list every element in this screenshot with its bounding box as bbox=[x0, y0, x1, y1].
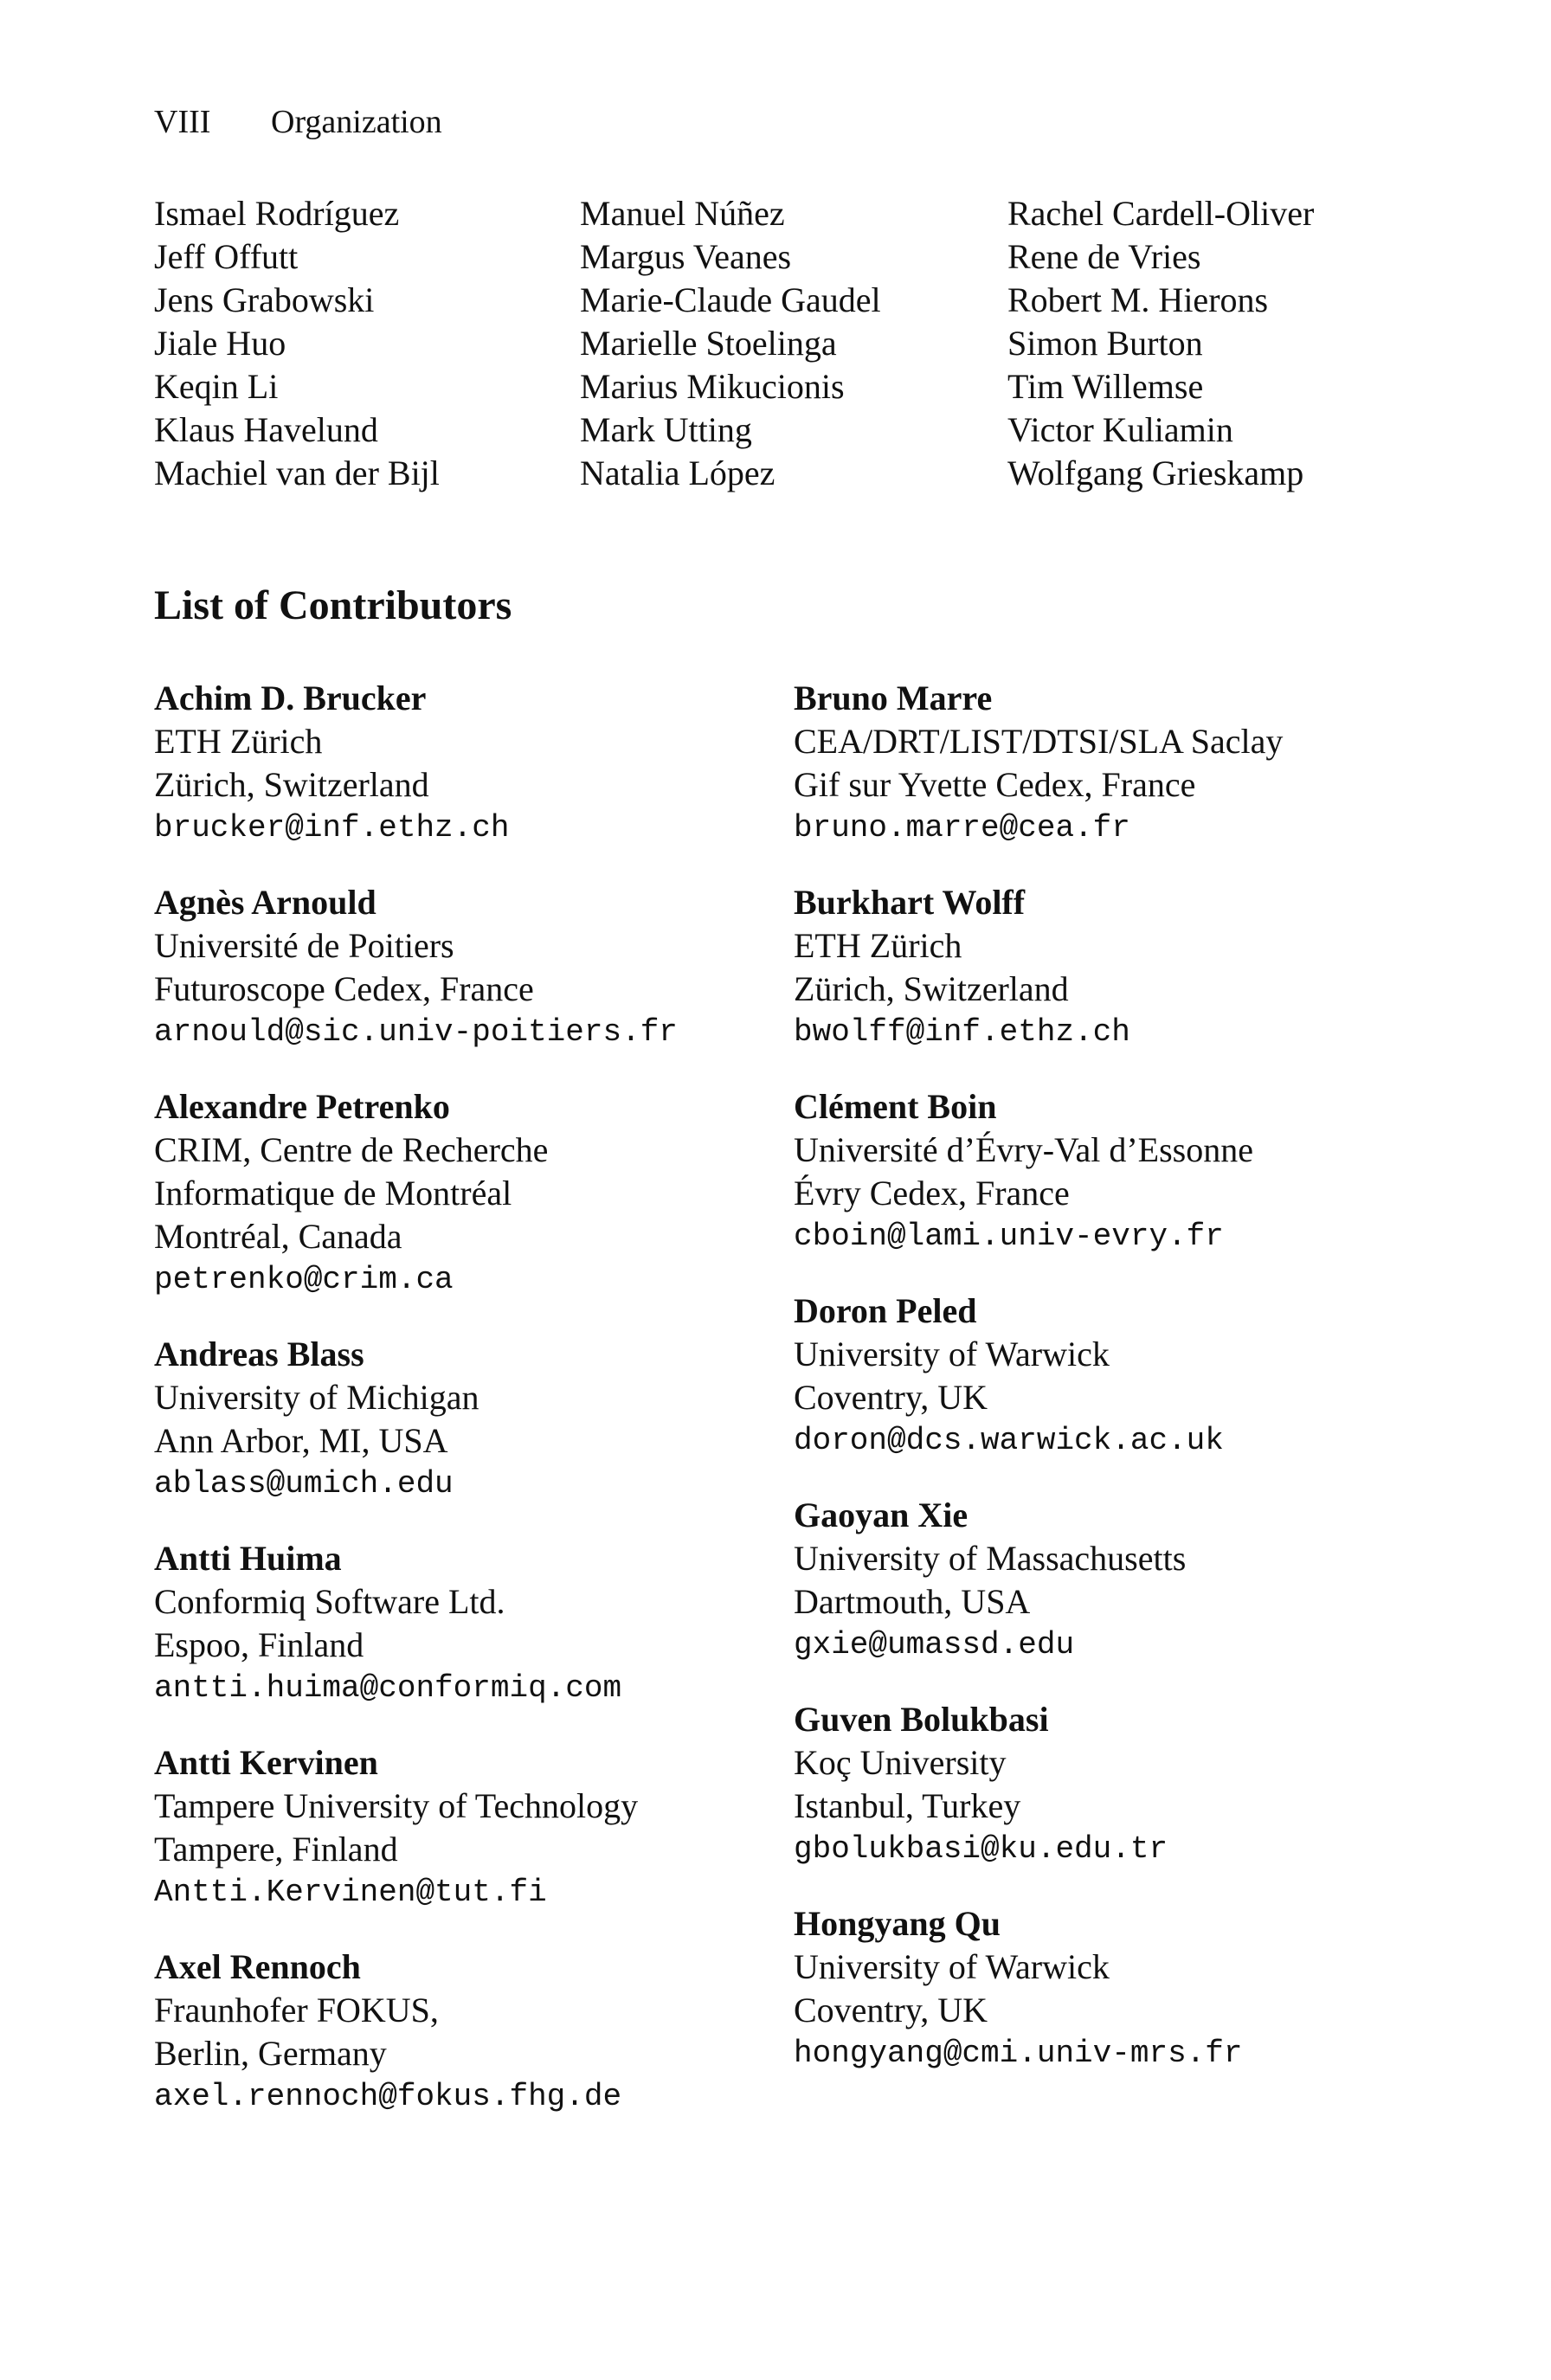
affiliation-line: Futuroscope Cedex, France bbox=[154, 969, 534, 1008]
reviewer-name: Klaus Havelund bbox=[154, 410, 378, 449]
reviewer-name: Keqin Li bbox=[154, 367, 279, 406]
contributor-entry bbox=[154, 1741, 812, 1914]
contributor-name: Guven Bolukbasi bbox=[794, 1700, 1049, 1739]
contributor-entry bbox=[794, 881, 1451, 1054]
contributor-email: petrenko@crim.ca bbox=[154, 1262, 454, 1297]
affiliation-line: Zürich, Switzerland bbox=[154, 765, 429, 804]
affiliation-line: Informatique de Montréal bbox=[154, 1174, 512, 1213]
reviewer-column-3 bbox=[1007, 192, 1314, 495]
affiliation-line: Conformiq Software Ltd. bbox=[154, 1582, 505, 1621]
affiliation-line: Évry Cedex, France bbox=[794, 1174, 1070, 1213]
affiliation-line: Montréal, Canada bbox=[154, 1217, 402, 1256]
affiliation-line: University of Warwick bbox=[794, 1947, 1110, 1986]
reviewer-name: Margus Veanes bbox=[580, 237, 792, 276]
contributor-name: Doron Peled bbox=[794, 1291, 977, 1330]
affiliation-line: ETH Zürich bbox=[794, 926, 962, 965]
contributor-entry bbox=[154, 1537, 812, 1710]
contributor-email: bwolff@inf.ethz.ch bbox=[794, 1014, 1130, 1050]
contributor-entry bbox=[154, 881, 812, 1054]
reviewer-name: Tim Willemse bbox=[1007, 367, 1204, 406]
contributor-email: gbolukbasi@ku.edu.tr bbox=[794, 1831, 1168, 1867]
reviewer-name: Natalia López bbox=[580, 453, 776, 492]
affiliation-line: Ann Arbor, MI, USA bbox=[154, 1421, 448, 1460]
contributor-name: Agnès Arnould bbox=[154, 883, 376, 922]
running-title: Organization bbox=[271, 104, 442, 140]
affiliation-line: Dartmouth, USA bbox=[794, 1582, 1031, 1621]
section-title: List of Contributors bbox=[154, 582, 512, 628]
affiliation-line: ETH Zürich bbox=[154, 722, 323, 761]
reviewer-name: Victor Kuliamin bbox=[1007, 410, 1233, 449]
affiliation-line: Gif sur Yvette Cedex, France bbox=[794, 765, 1196, 804]
affiliation-line: CRIM, Centre de Recherche bbox=[154, 1130, 549, 1169]
reviewer-name: Simon Burton bbox=[1007, 324, 1203, 363]
affiliation-line: Université de Poitiers bbox=[154, 926, 454, 965]
contributor-name: Antti Kervinen bbox=[154, 1743, 378, 1782]
contributor-name: Clément Boin bbox=[794, 1087, 997, 1126]
reviewer-name: Jens Grabowski bbox=[154, 280, 375, 319]
reviewer-name: Mark Utting bbox=[580, 410, 752, 449]
affiliation-line: Tampere University of Technology bbox=[154, 1786, 639, 1825]
reviewer-name: Rachel Cardell-Oliver bbox=[1007, 194, 1315, 233]
reviewer-name: Jiale Huo bbox=[154, 324, 286, 363]
affiliation-line: CEA/DRT/LIST/DTSI/SLA Saclay bbox=[794, 722, 1284, 761]
contributor-entry bbox=[794, 1494, 1451, 1667]
contributor-email: arnould@sic.univ-poitiers.fr bbox=[154, 1014, 678, 1050]
affiliation-line: Tampere, Finland bbox=[154, 1830, 398, 1869]
contributor-entry bbox=[154, 1333, 812, 1506]
contributor-email: gxie@umassd.edu bbox=[794, 1627, 1075, 1663]
affiliation-line: Berlin, Germany bbox=[154, 2034, 387, 2073]
contributor-name: Alexandre Petrenko bbox=[154, 1087, 450, 1126]
contributor-entry bbox=[794, 1290, 1451, 1463]
contributor-entry bbox=[154, 1946, 812, 2119]
page-number: VIII bbox=[154, 104, 211, 140]
contributor-entry bbox=[794, 1698, 1451, 1871]
contributor-entry bbox=[794, 1085, 1451, 1258]
contributor-entry bbox=[794, 677, 1451, 850]
affiliation-line: Istanbul, Turkey bbox=[794, 1786, 1021, 1825]
affiliation-line: Coventry, UK bbox=[794, 1991, 988, 2029]
contributor-name: Gaoyan Xie bbox=[794, 1496, 969, 1534]
reviewer-name: Jeff Offutt bbox=[154, 237, 299, 276]
contributor-email: cboin@lami.univ-evry.fr bbox=[794, 1219, 1224, 1254]
contributor-name: Andreas Blass bbox=[154, 1335, 364, 1373]
reviewer-name: Ismael Rodríguez bbox=[154, 194, 400, 233]
reviewer-column-1 bbox=[154, 192, 440, 495]
affiliation-line: Zürich, Switzerland bbox=[794, 969, 1069, 1008]
contributor-email: Antti.Kervinen@tut.fi bbox=[154, 1875, 547, 1910]
contributor-email: antti.huima@conformiq.com bbox=[154, 1670, 622, 1706]
reviewer-name: Wolfgang Grieskamp bbox=[1007, 453, 1304, 492]
reviewer-name: Marius Mikucionis bbox=[580, 367, 845, 406]
reviewer-name: Manuel Núñez bbox=[580, 194, 785, 233]
affiliation-line: Fraunhofer FOKUS, bbox=[154, 1991, 439, 2029]
contributor-name: Bruno Marre bbox=[794, 679, 993, 717]
contributor-entry bbox=[154, 677, 812, 850]
affiliation-line: University of Warwick bbox=[794, 1335, 1110, 1373]
reviewer-name: Marie-Claude Gaudel bbox=[580, 280, 881, 319]
reviewer-column-2 bbox=[580, 192, 881, 495]
reviewer-name: Marielle Stoelinga bbox=[580, 324, 837, 363]
affiliation-line: Coventry, UK bbox=[794, 1378, 988, 1417]
contributor-name: Axel Rennoch bbox=[154, 1947, 361, 1986]
contributor-email: bruno.marre@cea.fr bbox=[794, 810, 1130, 846]
contributor-email: axel.rennoch@fokus.fhg.de bbox=[154, 2079, 622, 2114]
contributor-name: Burkhart Wolff bbox=[794, 883, 1026, 922]
contributors-right-column bbox=[794, 677, 1451, 2107]
affiliation-line: University of Massachusetts bbox=[794, 1539, 1187, 1578]
affiliation-line: Espoo, Finland bbox=[154, 1625, 364, 1664]
contributor-name: Achim D. Brucker bbox=[154, 679, 427, 717]
contributors-left-column bbox=[154, 677, 812, 2150]
contributor-email: ablass@umich.edu bbox=[154, 1466, 454, 1502]
contributor-entry bbox=[794, 1902, 1451, 2075]
contributor-entry bbox=[154, 1085, 812, 1302]
contributor-name: Antti Huima bbox=[154, 1539, 342, 1578]
affiliation-line: Koç University bbox=[794, 1743, 1007, 1782]
reviewer-name: Robert M. Hierons bbox=[1007, 280, 1269, 319]
contributor-email: doron@dcs.warwick.ac.uk bbox=[794, 1423, 1224, 1458]
running-header bbox=[154, 102, 442, 142]
affiliation-line: Université d’Évry-Val d’Essonne bbox=[794, 1130, 1253, 1169]
reviewer-name: Rene de Vries bbox=[1007, 237, 1201, 276]
reviewer-name: Machiel van der Bijl bbox=[154, 453, 440, 492]
affiliation-line: University of Michigan bbox=[154, 1378, 479, 1417]
contributor-name: Hongyang Qu bbox=[794, 1904, 1001, 1943]
contributor-email: hongyang@cmi.univ-mrs.fr bbox=[794, 2036, 1243, 2071]
contributor-email: brucker@inf.ethz.ch bbox=[154, 810, 510, 846]
